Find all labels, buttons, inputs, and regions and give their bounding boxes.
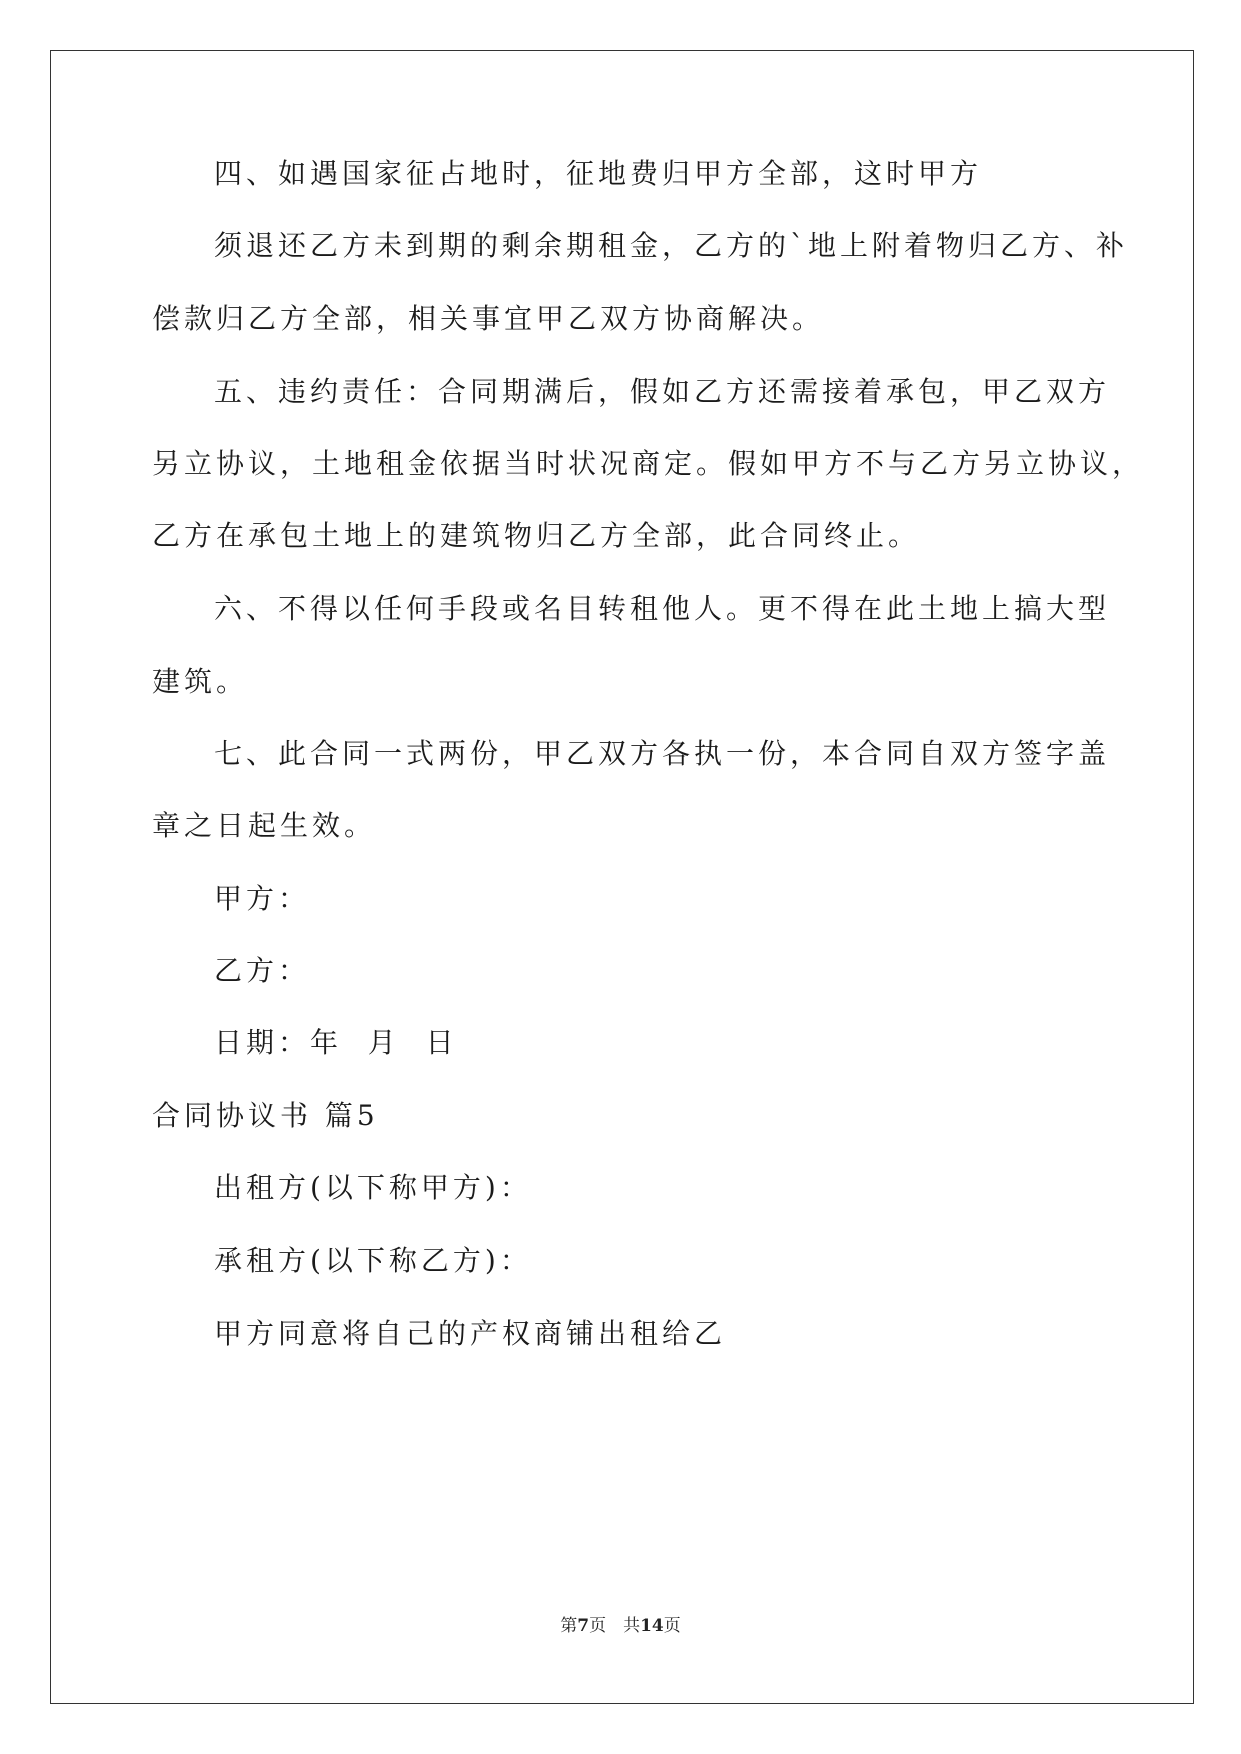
paragraph-4-line-2: 须退还乙方未到期的剩余期租金，乙方的`地上附着物归乙方、补 — [214, 229, 1129, 262]
total-page-number: 14 — [640, 1616, 664, 1636]
paragraph-6-line-2: 建筑。 — [152, 665, 249, 698]
date-line: 日期：年 月 日 — [214, 1026, 458, 1059]
footer-middle: 页 共 — [589, 1616, 641, 1636]
party-a-signature: 甲方： — [214, 882, 311, 915]
footer-suffix: 页 — [663, 1616, 681, 1636]
paragraph-4-line-3: 偿款归乙方全部，相关事宜甲乙双方协商解决。 — [152, 302, 825, 335]
paragraph-4-line-1: 四、如遇国家征占地时，征地费归甲方全部，这时甲方 — [214, 157, 983, 190]
paragraph-5-line-1: 五、违约责任：合同期满后，假如乙方还需接着承包，甲乙双方 — [214, 375, 1111, 408]
paragraph-6-line-1: 六、不得以任何手段或名目转租他人。更不得在此土地上搞大型 — [214, 592, 1111, 625]
paragraph-7-line-2: 章之日起生效。 — [152, 809, 377, 842]
lessee-line: 承租方(以下称乙方)： — [214, 1244, 532, 1277]
page-border — [50, 50, 1194, 1704]
lessor-line: 出租方(以下称甲方)： — [214, 1171, 532, 1204]
footer-prefix: 第 — [560, 1616, 578, 1636]
page-number-footer — [0, 1611, 1241, 1636]
paragraph-7-line-1: 七、此合同一式两份，甲乙双方各执一份，本合同自双方签字盖 — [214, 737, 1111, 770]
section-heading: 合同协议书 篇5 — [152, 1099, 379, 1132]
paragraph-5-line-3: 乙方在承包土地上的建筑物归乙方全部，此合同终止。 — [152, 519, 921, 552]
body-line: 甲方同意将自己的产权商铺出租给乙 — [214, 1317, 727, 1350]
paragraph-5-line-2: 另立协议，土地租金依据当时状况商定。假如甲方不与乙方另立协议， — [152, 447, 1145, 480]
current-page-number: 7 — [577, 1616, 590, 1636]
party-b-signature: 乙方： — [214, 954, 311, 987]
